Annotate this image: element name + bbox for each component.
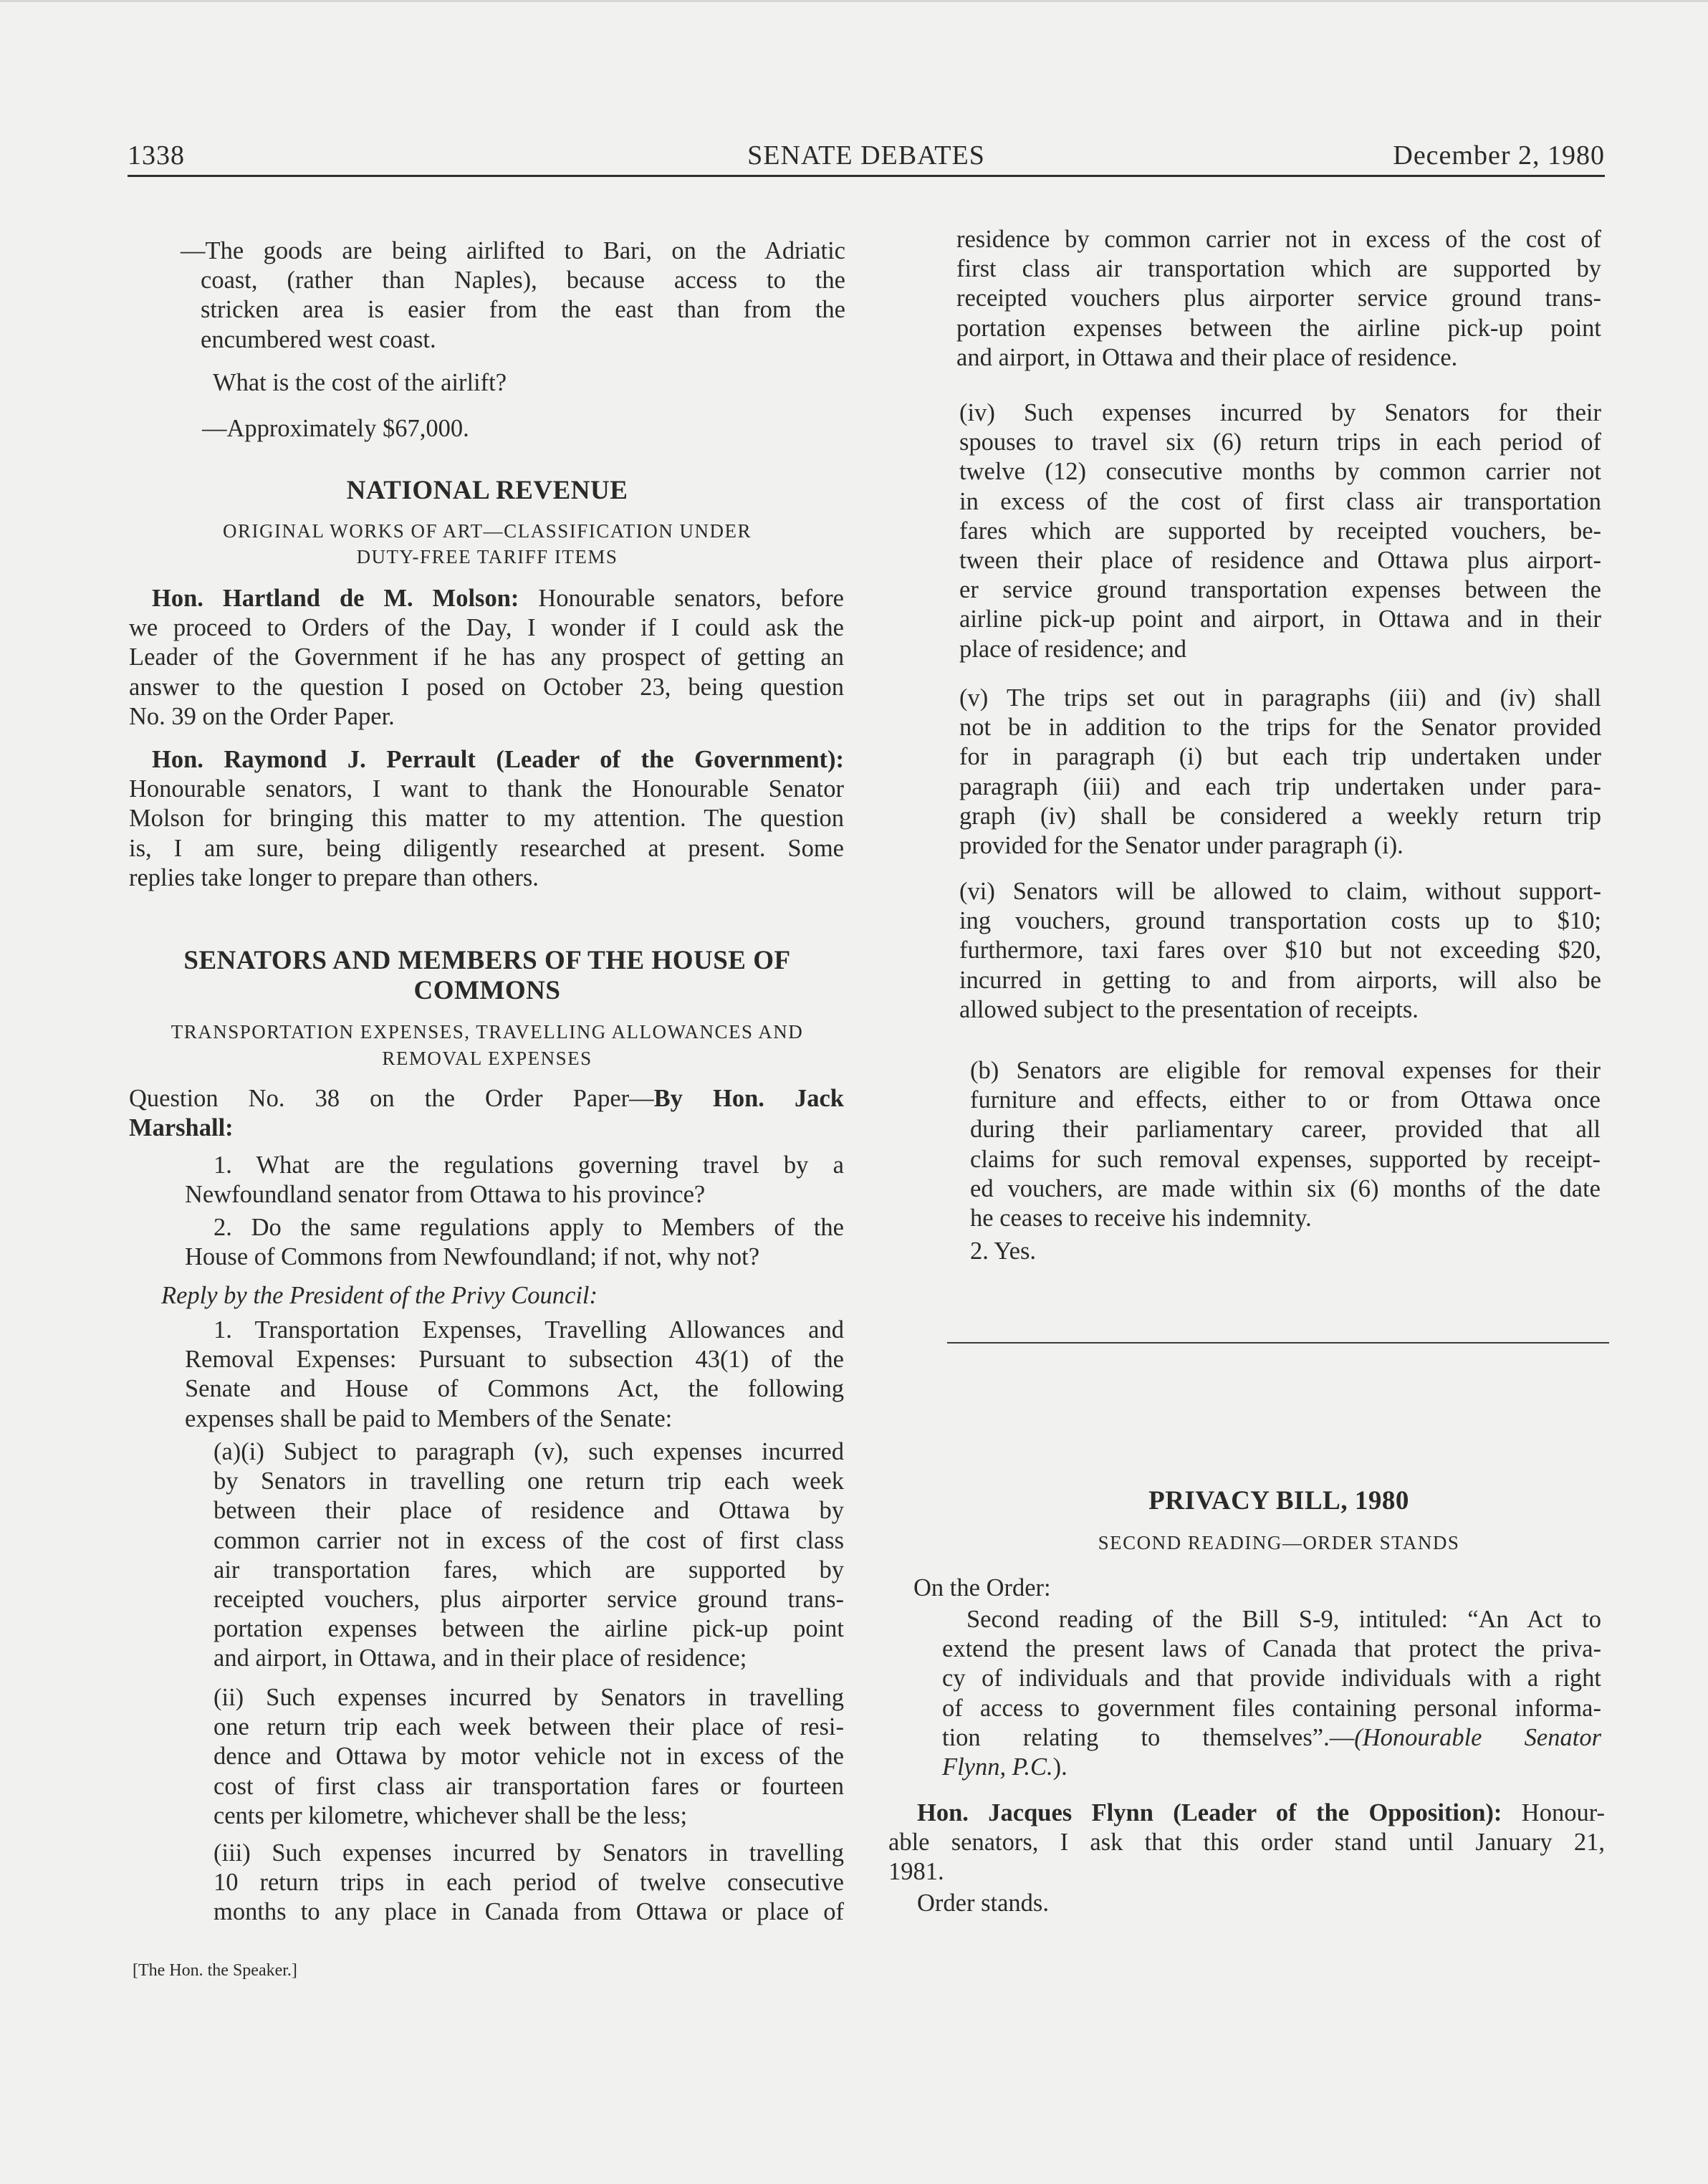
text-line: receipted vouchers, plus airporter service ground trans- [214, 1585, 844, 1613]
speaker-molson: Hon. Hartland de M. Molson: [152, 585, 519, 612]
subheading-second-reading: SECOND READING—ORDER STANDS [1098, 1532, 1460, 1553]
text-line: —Approximately $67,000. [202, 415, 469, 442]
text-line: furniture and effects, either to or from Ottawa once [970, 1086, 1601, 1114]
text-run: Honour- [1502, 1799, 1606, 1826]
airlift-answer [181, 236, 845, 355]
text-line: Honourable senators, I want to thank the Honourable Senator [129, 775, 844, 803]
on-the-order [913, 1574, 1558, 1603]
text-line: is, I am sure, being diligently researched at present. Some [129, 834, 844, 862]
text-line [942, 1753, 1601, 1782]
footer-speaker-note: [The Hon. the Speaker.] [133, 1961, 297, 1980]
text-line: 1. What are the regulations governing travel by a [214, 1151, 844, 1179]
text-line: coast, (rather than Naples), because access to the [201, 267, 845, 294]
text-line: What is the cost of the airlift? [213, 369, 507, 396]
text-run: Question No. 38 on the Order Paper— [129, 1085, 654, 1112]
text-line: and airport, in Ottawa and their place of residence. [956, 343, 1458, 371]
text-line: allowed subject to the presentation of receipts. [959, 995, 1419, 1023]
text-line: Removal Expenses: Pursuant to subsection 43(1) of the [185, 1346, 844, 1374]
text-line: during their parliamentary career, provided that all [970, 1116, 1601, 1144]
reply-paragraph-1 [185, 1316, 844, 1434]
publication-title: SENATE DEBATES [747, 140, 985, 171]
text-line: answer to the question I posed on October 23, being question [129, 673, 844, 701]
text-line: cents per kilometre, whichever shall be the less; [214, 1801, 688, 1829]
text-line: air transportation fares, which are supported by [214, 1556, 844, 1584]
text-line: Reply by the President of the Privy Council: [161, 1282, 598, 1309]
text-line: airline pick-up point and airport, in Ottawa and in their [959, 605, 1601, 633]
text-line: between their place of residence and Ottawa by [214, 1497, 844, 1525]
text-line: (a)(i) Subject to paragraph (v), such expenses incurred [214, 1438, 844, 1465]
text-line: 10 return trips in each period of twelve consecutive [214, 1869, 844, 1897]
speaker-perrault: Hon. Raymond J. Perrault (Leader of the Government): [152, 746, 844, 773]
sponsor-text: (Honourable Senator [1354, 1723, 1601, 1751]
heading-national-revenue: NATIONAL REVENUE [346, 476, 628, 505]
text-line: Newfoundland senator from Ottawa to his province? [185, 1181, 706, 1209]
text-line: encumbered west coast. [201, 325, 436, 353]
text-line: cost of first class air transportation fares or fourteen [214, 1772, 844, 1800]
text-line: and airport, in Ottawa, and in their place of residence; [214, 1644, 747, 1672]
text-line [129, 584, 844, 613]
text-line: months to any place in Canada from Ottawa or place of [214, 1898, 844, 1926]
text-line [888, 1799, 1605, 1828]
perrault-speech [129, 745, 844, 893]
text-line: ed vouchers, are made within six (6) months of the date [970, 1174, 1601, 1202]
text-line: Leader of the Government if he has any prospect of getting an [129, 643, 844, 671]
text-line: claims for such removal expenses, supported by receipt- [970, 1145, 1601, 1173]
text-line: House of Commons from Newfoundland; if not, why not? [185, 1243, 760, 1271]
text-line: Order stands. [917, 1890, 1049, 1917]
molson-speech [129, 584, 844, 732]
order-stands [917, 1889, 1562, 1918]
text-line: (v) The trips set out in paragraphs (iii) and (iv) shall [959, 684, 1601, 712]
subheading-transportation-1: TRANSPORTATION EXPENSES, TRAVELLING ALLOWANCES AND [171, 1021, 804, 1043]
header-date: December 2, 1980 [1393, 140, 1605, 171]
text-line: for in paragraph (i) but each trip undertaken under [959, 743, 1601, 771]
text-line: one return trip each week between their place of resi- [214, 1713, 844, 1741]
sponsor-text: Flynn, P.C. [942, 1753, 1053, 1781]
text-line: twelve (12) consecutive months by common carrier not [959, 458, 1601, 486]
airlift-question [213, 368, 843, 398]
second-reading-text [942, 1605, 1601, 1782]
paragraph-a-i [214, 1437, 844, 1674]
text-line: —The goods are being airlifted to Bari, on the Adriatic [181, 237, 845, 264]
text-line: Senate and House of Commons Act, the following [185, 1375, 844, 1403]
text-line: (iv) Such expenses incurred by Senators for their [959, 399, 1601, 426]
reply-heading [161, 1281, 806, 1311]
text-line: able senators, I ask that this order stand until January 21, [888, 1829, 1605, 1857]
page-number: 1338 [128, 140, 185, 171]
speaker-flynn: Hon. Jacques Flynn (Leader of the Opposition): [917, 1799, 1502, 1826]
answer-2-yes [970, 1237, 1400, 1266]
text-run: tion relating to themselves”.— [942, 1723, 1355, 1751]
question-38 [129, 1084, 844, 1143]
text-line: he ceases to receive his indemnity. [970, 1204, 1312, 1232]
text-line: 2. Yes. [970, 1237, 1037, 1265]
text-line: furthermore, taxi fares over $10 but not exceeding $20, [959, 937, 1601, 964]
text-line: (ii) Such expenses incurred by Senators in travelling [214, 1684, 844, 1711]
text-line: dence and Ottawa by motor vehicle not in excess of the [214, 1743, 844, 1771]
page-header [128, 138, 1605, 176]
paragraph-b [970, 1056, 1601, 1233]
text-line: spouses to travel six (6) return trips in each period of [959, 428, 1601, 456]
text-line: not be in addition to the trips for the Senator provided [959, 714, 1601, 742]
questioner-name: By Hon. Jack [653, 1085, 844, 1112]
paragraph-v [959, 684, 1601, 861]
question-1 [185, 1151, 844, 1210]
heading-senators-2: COMMONS [413, 976, 561, 1005]
paragraph-iii-continued [956, 225, 1601, 373]
heading-senators-1: SENATORS AND MEMBERS OF THE HOUSE OF [183, 946, 791, 975]
header-rule [128, 175, 1605, 177]
paragraph-a-ii [214, 1683, 844, 1831]
text-line: place of residence; and [959, 635, 1187, 663]
text-line: first class air transportation which are supported by [956, 255, 1601, 283]
text-line: (b) Senators are eligible for removal expenses for their [970, 1057, 1601, 1084]
flynn-speech [888, 1799, 1605, 1887]
text-line: paragraph (iii) and each trip undertaken under para- [959, 772, 1601, 800]
page-top-edge [0, 0, 1708, 2]
text-line: provided for the Senator under paragraph (i). [959, 831, 1404, 859]
text-line: stricken area is easier from the east than from the [201, 296, 845, 324]
text-line: portation expenses between the airline pick-up point [956, 314, 1601, 342]
text-line: in excess of the cost of first class air transportation [959, 487, 1601, 515]
text-line: 1981. [888, 1858, 944, 1886]
paragraph-a-iii [214, 1839, 844, 1927]
section-divider [947, 1342, 1609, 1344]
text-line: fares which are supported by receipted vouchers, be- [959, 517, 1601, 545]
airlift-cost-answer [202, 414, 833, 444]
paragraph-iv [959, 398, 1601, 664]
text-line: (vi) Senators will be allowed to claim, without support- [959, 878, 1601, 905]
text-line: cy of individuals and that provide individuals with a right [942, 1665, 1601, 1692]
text-line: ing vouchers, ground transportation costs up to $10; [959, 907, 1601, 935]
subheading-transportation-2: REMOVAL EXPENSES [382, 1048, 592, 1069]
subheading-works-of-art-2: DUTY-FREE TARIFF ITEMS [356, 546, 618, 567]
subheading-works-of-art-1: ORIGINAL WORKS OF ART—CLASSIFICATION UNDER [223, 520, 752, 542]
text-line: er service ground transportation expenses between the [959, 576, 1601, 604]
text-run: ). [1052, 1753, 1068, 1781]
text-line: replies take longer to prepare than others. [129, 863, 539, 891]
text-line: portation expenses between the airline pick-up point [214, 1615, 844, 1643]
text-line: expenses shall be paid to Members of the Senate: [185, 1404, 673, 1432]
text-line: residence by common carrier not in excess of the cost of [956, 226, 1601, 253]
text-line: graph (iv) shall be considered a weekly return trip [959, 802, 1601, 830]
text-run: Honourable senators, before [519, 585, 844, 612]
text-line [129, 1084, 844, 1113]
paragraph-vi [959, 877, 1601, 1025]
text-line: Second reading of the Bill S-9, intituled: “An Act to [966, 1606, 1601, 1633]
question-2 [185, 1213, 844, 1272]
text-line: receipted vouchers plus airporter service ground trans- [956, 284, 1601, 312]
text-line: Marshall: [129, 1114, 234, 1142]
text-line: extend the present laws of Canada that protect the priva- [942, 1635, 1601, 1663]
text-line: On the Order: [913, 1574, 1051, 1601]
text-line: No. 39 on the Order Paper. [129, 702, 395, 730]
text-line [942, 1723, 1601, 1753]
text-line: of access to government files containing personal informa- [942, 1694, 1601, 1722]
text-line: (iii) Such expenses incurred by Senators in travelling [214, 1839, 844, 1867]
text-line: 1. Transportation Expenses, Travelling Allowances and [214, 1316, 844, 1344]
text-line: common carrier not in excess of the cost of first class [214, 1526, 844, 1554]
text-line: tween their place of residence and Ottawa plus airport- [959, 546, 1601, 574]
text-line: 2. Do the same regulations apply to Members of the [214, 1214, 844, 1241]
text-line: incurred in getting to and from airports, will also be [959, 966, 1601, 994]
text-line: Molson for bringing this matter to my attention. The question [129, 805, 844, 833]
text-line: by Senators in travelling one return trip each week [214, 1467, 844, 1495]
text-line: we proceed to Orders of the Day, I wonder if I could ask the [129, 614, 844, 642]
heading-privacy-bill: PRIVACY BILL, 1980 [1148, 1486, 1409, 1515]
